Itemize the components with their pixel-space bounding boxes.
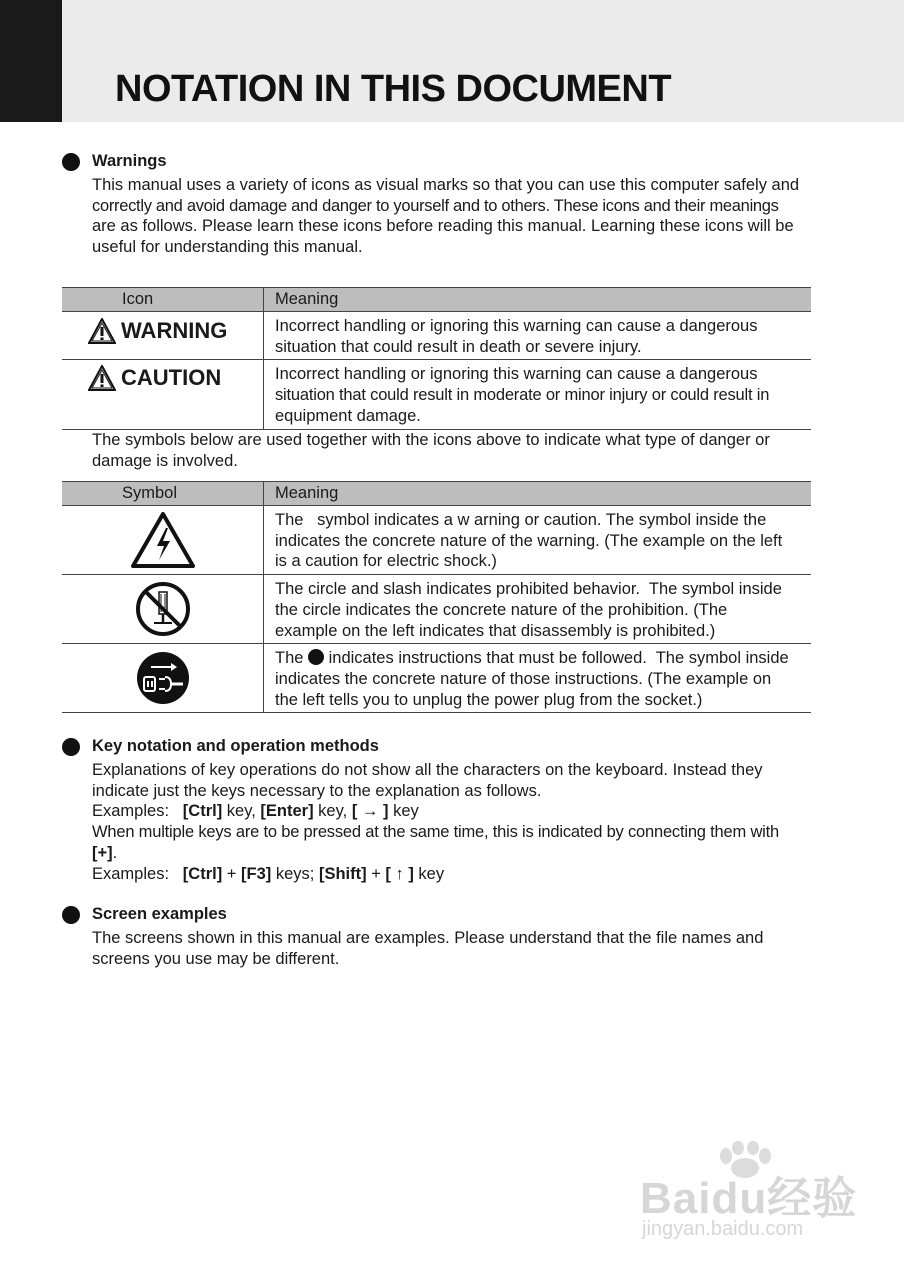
warning-sign xyxy=(62,312,263,344)
key-ctrl: [Ctrl] xyxy=(182,802,223,820)
warnings-heading: Warnings xyxy=(92,152,167,170)
symbol-wrap xyxy=(62,506,263,574)
table-header xyxy=(62,288,811,312)
symbol-wrap xyxy=(62,575,263,643)
bullet-icon xyxy=(62,153,80,171)
text-line: situation that could result in death or severe injury. xyxy=(275,337,642,356)
warning-triangle-icon xyxy=(88,318,116,344)
meaning-cell xyxy=(264,506,812,575)
col-meaning-header: Meaning xyxy=(264,288,812,312)
text-line: the circle indicates the concrete nature of the prohibition. (The xyxy=(275,600,728,619)
text-fragment: + xyxy=(366,865,386,883)
text-fragment: key, xyxy=(222,802,261,820)
watermark-text: Baidu经验 xyxy=(640,1174,858,1223)
text-fragment: indicates instructions that must be followed. The symbol inside xyxy=(324,649,789,668)
text-line: indicate just the keys necessary to the explanation as follows. xyxy=(92,781,542,800)
text-line: Incorrect handling or ignoring this warning can cause a dangerous xyxy=(275,365,758,384)
meaning-cell xyxy=(264,312,812,360)
col-icon-header: Icon xyxy=(62,288,264,312)
text-line: example on the left indicates that disassembly is prohibited.) xyxy=(275,621,716,640)
col-meaning-header: Meaning xyxy=(264,482,812,506)
electric-shock-icon xyxy=(131,512,195,568)
icon-cell xyxy=(62,312,264,360)
text-fragment: + xyxy=(222,865,242,883)
key-enter: [Enter] xyxy=(260,802,314,820)
symbol-cell xyxy=(62,575,264,644)
warning-label: WARNING xyxy=(121,318,228,343)
table-row xyxy=(62,575,811,644)
combo-key-line xyxy=(92,843,117,864)
text-line: the left tells you to unplug the power plug from the socket.) xyxy=(275,690,703,709)
text-fragment: key xyxy=(388,802,419,820)
text-line: are as follows. Please learn these icons before reading this manual. Learning these icons will be xyxy=(92,217,794,236)
symbol-wrap xyxy=(62,644,263,712)
key-example-1 xyxy=(92,801,419,822)
text-line: screens you use may be different. xyxy=(92,949,340,968)
text-line: The circle and slash indicates prohibited behavior. The symbol inside xyxy=(275,580,782,599)
text-line: Incorrect handling or ignoring this warning can cause a dangerous xyxy=(275,317,758,335)
meaning-cell xyxy=(264,360,812,429)
text-line: situation that could result in moderate or minor injury or could result in xyxy=(275,386,770,405)
meaning-cell xyxy=(264,575,812,644)
key-up-arrow: [ ↑ ] xyxy=(385,865,414,883)
examples-label: Examples: xyxy=(92,802,170,820)
caution-sign xyxy=(62,360,263,391)
icon-cell xyxy=(62,360,264,429)
header-tab xyxy=(0,0,62,122)
no-disassembly-icon xyxy=(134,580,192,638)
screen-examples-paragraph xyxy=(92,928,811,969)
symbol-cell xyxy=(62,644,264,713)
text-line: useful for understanding this manual. xyxy=(92,238,363,257)
text-fragment: keys; xyxy=(271,865,319,883)
text-line: The symbols below are used together with the icons above to indicate what type of danger or xyxy=(92,431,770,449)
text-line: indicates the concrete nature of those instructions. (The example on xyxy=(275,669,772,688)
text-line: The screens shown in this manual are examples. Please understand that the file names and xyxy=(92,929,764,947)
key-shift: [Shift] xyxy=(318,865,367,883)
col-symbol-header: Symbol xyxy=(62,482,264,506)
caution-label: CAUTION xyxy=(121,365,222,391)
page-title: NOTATION IN THIS DOCUMENT xyxy=(115,68,672,110)
symbol-table xyxy=(62,481,811,713)
text-line: indicates the concrete nature of the warning. (The example on the left xyxy=(275,531,783,550)
symbols-intro xyxy=(92,430,811,471)
text-line: damage is involved. xyxy=(92,451,238,470)
baidu-watermark xyxy=(640,1140,860,1250)
key-f3: [F3] xyxy=(241,865,272,883)
combo-line: When multiple keys are to be pressed at the same time, this is indicated by connecting them with xyxy=(92,823,779,841)
text-fragment: key xyxy=(413,865,445,883)
text-fragment: key, xyxy=(313,802,352,820)
meaning-cell xyxy=(264,644,812,713)
examples-label: Examples: xyxy=(92,865,170,883)
table-row xyxy=(62,506,811,575)
key-right-arrow: [ → ] xyxy=(351,802,389,820)
warning-triangle-icon xyxy=(88,365,116,391)
key-notation-paragraph xyxy=(92,760,811,801)
screen-examples-heading: Screen examples xyxy=(92,905,227,923)
key-example-2 xyxy=(92,864,444,885)
key-notation-heading: Key notation and operation methods xyxy=(92,737,379,755)
text-line: This manual uses a variety of icons as visual marks so that you can use this computer safely and xyxy=(92,176,800,194)
table-header xyxy=(62,482,811,506)
text-line: The symbol indicates a w arning or caution. The symbol inside the xyxy=(275,511,767,529)
text-line: equipment damage. xyxy=(275,406,421,425)
symbol-cell xyxy=(62,506,264,575)
key-ctrl: [Ctrl] xyxy=(182,865,223,883)
bullet-icon xyxy=(62,906,80,924)
text-line: correctly and avoid damage and danger to yourself and to others. These icons and their meanings xyxy=(92,196,779,215)
filled-circle-icon xyxy=(308,649,324,665)
text-line: is a caution for electric shock.) xyxy=(275,552,497,571)
text-line: Explanations of key operations do not show all the characters on the keyboard. Instead they xyxy=(92,761,763,779)
page-header xyxy=(0,0,904,122)
warnings-paragraph xyxy=(92,175,811,258)
text-fragment: . xyxy=(112,844,118,862)
unplug-icon xyxy=(135,650,191,706)
table-row xyxy=(62,312,811,360)
table-row xyxy=(62,360,811,429)
icon-table xyxy=(62,287,811,430)
key-plus: [+] xyxy=(92,844,113,862)
watermark-url: jingyan.baidu.com xyxy=(642,1218,804,1240)
text-fragment: The xyxy=(275,649,309,668)
bullet-icon xyxy=(62,738,80,756)
text-line xyxy=(275,648,805,669)
warnings-section xyxy=(62,152,812,262)
table-row xyxy=(62,644,811,713)
